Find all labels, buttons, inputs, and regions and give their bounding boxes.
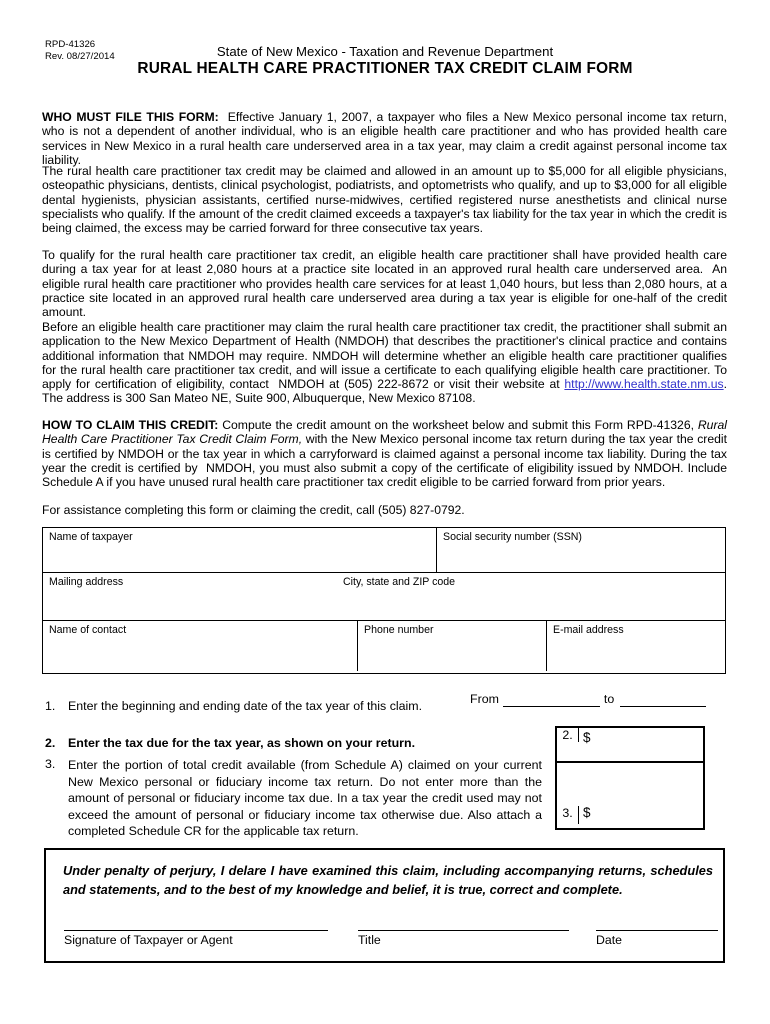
mailing-address-label: Mailing address <box>49 576 124 588</box>
form-revision: Rev. 08/27/2014 <box>45 50 115 62</box>
title-field-group <box>358 915 569 947</box>
signature-label: Signature of Taxpayer or Agent <box>64 933 233 947</box>
mailing-address-cell <box>43 573 725 620</box>
from-date-input[interactable] <box>503 693 600 707</box>
date-input[interactable] <box>596 915 718 931</box>
paragraph-application: Before an eligible health care practitioner may claim the rural health care practitioner tax credit, the practitioner shall submit an application to the New Mexico Department of Health (NMDOH) that describes the practitioner's clinical practice and contains additional information that NMDOH may require. NMDOH will determine whether an eligible health care practitioner qualifies for the rural health care practitioner tax credit, and will issue a certificate to each qualifying eligible health care practitioner. To apply for certification of eligibility, contact NMDOH at (505) 222-8672 or visit their website at http://www.health.state.nm.us. The address is 300 San Mateo NE, Suite 900, Albuquerque, New Mexico 87108. <box>42 320 727 406</box>
ssn-input[interactable] <box>443 543 720 570</box>
to-label: to <box>603 692 615 706</box>
line3-box-number: 3. <box>557 806 579 824</box>
assistance-note: For assistance completing this form or claiming the credit, call (505) 827-0792. <box>42 503 465 517</box>
paragraph-credit-amount: The rural health care practitioner tax credit may be claimed and allowed in an amount up to $5,000 for all eligible physicians, osteopathic physicians, dentists, clinical psychologist, podiatrists, and optometrists who qualify, and up to $3,000 for all eligible dental hygienists, physician assistants, certified nurse-midwives, certified registered nurse anesthetists and clinical nurse specialists who qualify. If the amount of the credit claimed exceeds a taxpayer's tax liability for the tax year in which the credit is being claimed, the excess may be carried forward for three consecutive tax years. <box>42 164 727 236</box>
table-row <box>43 573 725 621</box>
form-number: RPD-41326 <box>45 39 96 50</box>
paragraph-qualification: To qualify for the rural health care practitioner tax credit, an eligible health care practitioner shall have provided health care during a tax year for at least 2,080 hours at a practice site located in an approved rural health care underserved area. An eligible rural health care practitioner who provides health care services for at least 1,040 hours, but less than 2,080 hours, at a practice site located in an approved rural health care underserved area during a tax year is eligible for one-half of the credit amount. <box>42 248 727 320</box>
to-date-input[interactable] <box>620 693 706 707</box>
signature-area <box>46 915 723 953</box>
form-title: RURAL HEALTH CARE PRACTITIONER TAX CREDIT CLAIM FORM <box>137 60 633 77</box>
name-of-contact-label: Name of contact <box>49 624 127 636</box>
paragraph-how-to-claim: HOW TO CLAIM THIS CREDIT: Compute the credit amount on the worksheet below and submit this Form RPD-41326, Rural Health Care Practitioner Tax Credit Claim Form, with the New Mexico personal income tax return during the tax year the credit is certified by NMDOH or the tax year in which a carryforward is claimed against a personal income tax liability. During the tax year the credit is certified by NMDOH, you must also submit a copy of the certificate of eligibility issued by NMDOH. Include Schedule A if you have unused rural health care practitioner tax credit eligible to be carried forward from prior years. <box>42 418 727 490</box>
table-row <box>43 528 725 573</box>
name-of-taxpayer-cell <box>43 528 437 572</box>
name-of-contact-cell <box>43 621 358 671</box>
ssn-label: Social security number (SSN) <box>443 531 582 543</box>
email-address-label: E-mail address <box>553 624 624 636</box>
city-state-zip-label: City, state and ZIP code <box>343 576 456 588</box>
line2-dollar-sign: $ <box>583 730 591 745</box>
date-label: Date <box>596 933 622 947</box>
line2-box-number: 2. <box>557 728 579 742</box>
title-input[interactable] <box>358 915 569 931</box>
line3-amount-input[interactable] <box>595 805 699 822</box>
worksheet-line-2 <box>42 736 547 750</box>
name-of-taxpayer-label: Name of taxpayer <box>49 531 133 543</box>
declaration-box <box>44 848 725 963</box>
line3-amount-row <box>557 763 703 828</box>
agency-line: State of New Mexico - Taxation and Revenue Department <box>216 44 554 59</box>
table-row <box>43 621 725 671</box>
from-label: From <box>470 692 499 706</box>
ssn-cell <box>437 528 725 572</box>
date-field-group <box>596 915 718 947</box>
line3-number: 3. <box>45 757 56 771</box>
amount-entry-boxes <box>555 726 705 830</box>
signature-field-group <box>64 915 328 947</box>
title-label: Title <box>358 933 381 947</box>
phone-number-input[interactable] <box>364 636 541 669</box>
email-address-input[interactable] <box>553 636 720 669</box>
line3-text: Enter the portion of total credit available (from Schedule A) claimed on your current New Mexico personal or fiduciary income tax return. Do not enter more than the amount of personal or fiduciary income tax due. In a tax year the credit used may not exceed the amount of personal or fiduciary income tax otherwise due. Also attach a completed Schedule CR for the applicable tax return. <box>68 758 542 839</box>
perjury-statement: Under penalty of perjury, I delare I have examined this claim, including accompanying returns, schedules and statements, and to the best of my knowledge and belief, it is true, correct and complete. <box>63 863 713 897</box>
health-department-link[interactable]: http://www.health.state.nm.us <box>564 377 724 392</box>
line2-amount-row <box>557 728 703 763</box>
line2-number: 2. <box>45 736 56 750</box>
name-of-contact-input[interactable] <box>49 636 352 669</box>
signature-input[interactable] <box>64 915 328 931</box>
line1-number: 1. <box>45 699 56 713</box>
paragraph-who-must-file: WHO MUST FILE THIS FORM: Effective January 1, 2007, a taxpayer who files a New Mexico personal income tax return, who is not a dependent of another individual, who is an eligible health care practitioner and who has provided health care services in New Mexico in a rural health care underserved area in a tax year, may claim a credit against personal income tax liability. <box>42 110 728 167</box>
mailing-address-input[interactable] <box>49 588 720 618</box>
line3-amount-cell <box>579 803 703 824</box>
tax-year-range <box>470 692 706 707</box>
email-address-cell <box>547 621 725 671</box>
taxpayer-info-table <box>42 527 726 674</box>
worksheet-line-3 <box>42 757 542 840</box>
phone-number-label: Phone number <box>364 624 434 636</box>
line2-amount-input[interactable] <box>595 730 699 747</box>
phone-number-cell <box>358 621 547 671</box>
worksheet-line-1 <box>42 699 472 713</box>
line3-dollar-sign: $ <box>583 805 591 820</box>
line2-text: Enter the tax due for the tax year, as shown on your return. <box>68 736 416 750</box>
line1-text: Enter the beginning and ending date of the tax year of this claim. <box>68 699 423 713</box>
name-of-taxpayer-input[interactable] <box>49 543 431 570</box>
line2-amount-cell <box>579 728 703 749</box>
